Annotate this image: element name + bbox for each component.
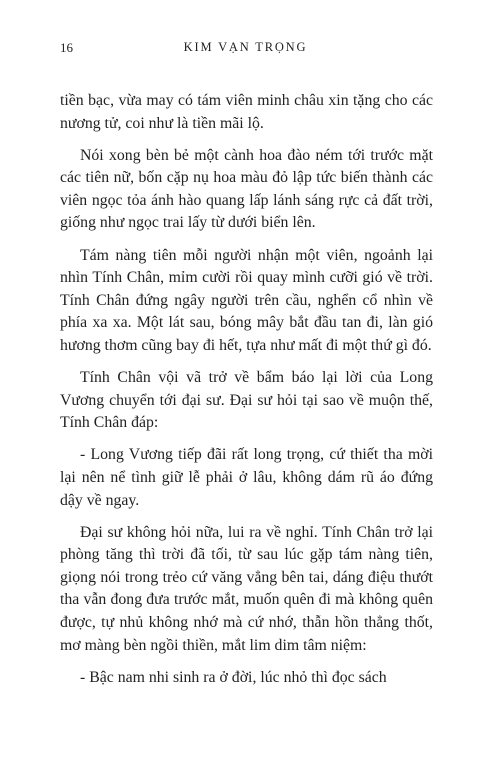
- dialogue-paragraph: - Bậc nam nhi sinh ra ở đời, lúc nhỏ thì đọc sách: [80, 668, 387, 686]
- page-header: [60, 40, 431, 60]
- paragraph: tiền bạc, vừa may có tám viên minh châu xin tặng cho các nương tử, coi như là tiền mãi lộ.: [60, 92, 433, 132]
- paragraph: Tính Chân vội vã trở về bẩm báo lại lời của Long Vương chuyển tới đại sư. Đại sư hỏi tại sao về muộn thế, Tính Chân đáp:: [60, 369, 433, 432]
- running-title: KIM VẠN TRỌNG: [183, 40, 308, 54]
- page-number: 16: [60, 40, 73, 55]
- body-text: [60, 90, 433, 699]
- paragraph: Tám nàng tiên mỗi người nhận một viên, ngoảnh lại nhìn Tính Chân, mỉm cười rồi quay mình cưỡi gió về trời. Tính Chân đứng ngây người trên cầu, nghển cổ nhìn về phía xa xa. Một lát sau, bóng mây bắt đầu tan đi, làn gió hương thơm cũng bay đi hết, tựa như mất đi một thứ gì đó.: [60, 246, 433, 354]
- paragraph: Đại sư không hỏi nữa, lui ra về nghỉ. Tính Chân trở lại phòng tăng thì trời đã tối, từ sau lúc gặp tám nàng tiên, giọng nói trong trẻo cứ văng vẳng bên tai, dáng điệu thướt tha vẫn đong đưa trước mắt, muốn quên đi mà không quên được, tự nhủ không nhớ mà cứ nhớ, thẫn hồn thẳng thốt, mơ màng bèn ngồi thiền, mắt lim dim tâm niệm:: [60, 523, 433, 654]
- dialogue-paragraph: - Long Vương tiếp đãi rất long trọng, cứ thiết tha mời lại nên nể tình giữ lễ phải ở lâu, không dám rũ áo đứng dậy về ngay.: [60, 446, 433, 509]
- paragraph: Nói xong bèn bẻ một cành hoa đào ném tới trước mặt các tiên nữ, bốn cặp nụ hoa màu đỏ lập tức biến thành các viên ngọc tỏa ánh hào quang lấp lánh sáng rực cả đất trời, giống như ngọc trai lấy từ dưới biển lên.: [60, 146, 433, 232]
